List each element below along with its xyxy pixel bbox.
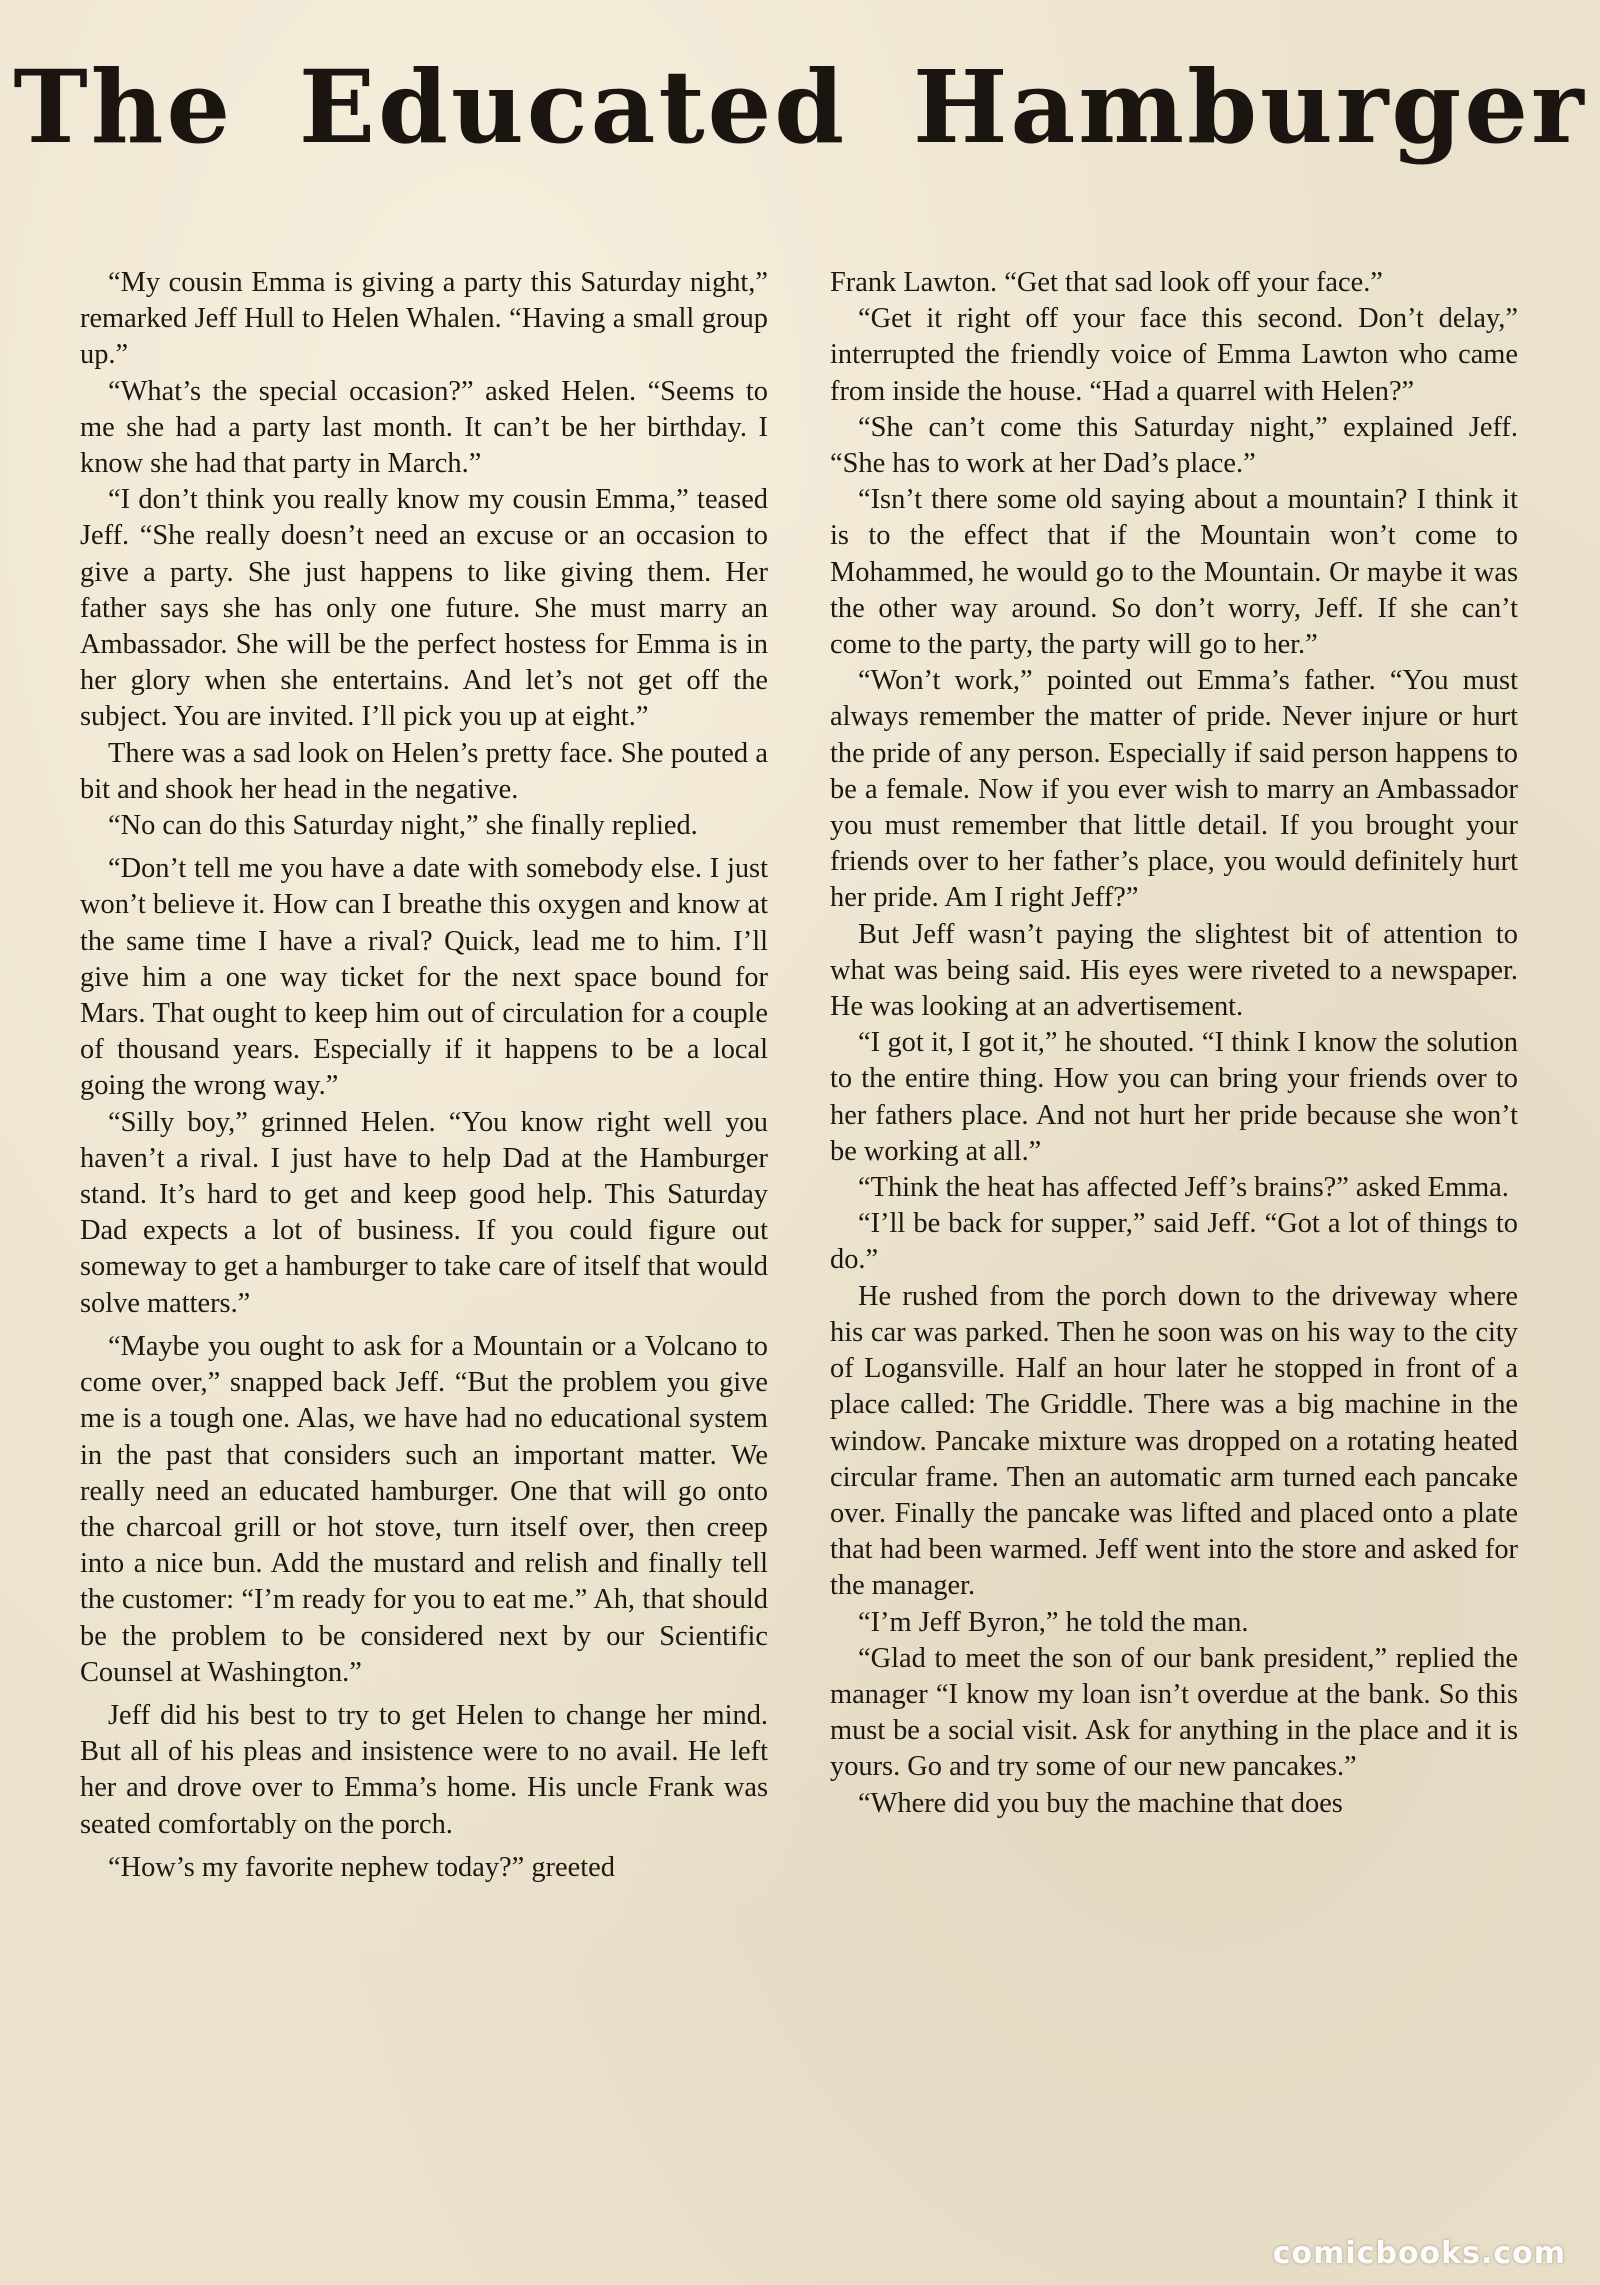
right-text-column [830,265,1518,1822]
paragraph: But Jeff wasn’t paying the slightest bit of attention to what was being said. His eyes were riveted to a newspaper. He was looking at an advertisement. [830,918,1518,1023]
paragraph: “I’m Jeff Byron,” he told the man. [858,1606,1249,1638]
paragraph: “Isn’t there some old saying about a mountain? I think it is to the effect that if the Mountain won’t come to Mohammed, he would go to the Mountain. Or maybe it was the other way around. So don’t worry, Jeff. If she can’t come to the party, the party will go to her.” [830,484,1518,661]
left-text-column [80,265,768,1886]
paragraph: “Get it right off your face this second. Don’t delay,” interrupted the friendly voice of Emma Lawton who came from inside the house. “Had a quarrel with Helen?” [830,303,1518,407]
paragraph: “I got it, I got it,” he shouted. “I think I know the solution to the entire thing. How you can bring your friends over to her fathers place. And not hurt her pride because she won’t be working at all.” [830,1027,1518,1167]
paragraph: “Don’t tell me you have a date with somebody else. I just won’t believe it. How can I breathe this oxygen and know at the same time I have a rival? Quick, lead me to him. I’ll give him a one way ticket for the next space bound for Mars. That ought to keep him out of circulation for a couple of thousand years. Especially if it happens to be a local going the wrong way.” [80,853,768,1102]
paragraph: “She can’t come this Saturday night,” explained Jeff. “She has to work at her Dad’s place.” [830,411,1518,480]
paragraph: “I’ll be back for supper,” said Jeff. “Got a lot of things to do.” [830,1208,1518,1276]
paragraph: “Won’t work,” pointed out Emma’s father. “You must always remember the matter of pride. Never injure or hurt the pride of any person. Especially if said person happens to be a female. Now if you ever wish to marry an Ambassador you must remember that little detail. If you brought your friends over to her father’s place, you would definitely hurt her pride. Am I right Jeff?” [830,665,1518,914]
paragraph: He rushed from the porch down to the driveway where his car was parked. Then he soon was on his way to the city of Logansville. Half an hour later he stopped in front of a place called: The Griddle. There was a big machine in the window. Pancake mixture was dropped on a rotating heated circular frame. Then an automatic arm turned each pancake over. Finally the pancake was lifted and placed onto a plate that had been warmed. Jeff went into the store and asked for the manager. [830,1280,1518,1602]
paragraph: “How’s my favorite nephew today?” greeted [108,1851,615,1883]
paragraph: “My cousin Emma is giving a party this Saturday night,” remarked Jeff Hull to Helen Whalen. “Having a small group up.” [80,267,768,371]
paragraph: “Silly boy,” grinned Helen. “You know right well you haven’t a rival. I just have to help Dad at the Hamburger stand. It’s hard to get and keep good help. This Saturday Dad expects a lot of business. If you could figure out someway to get a hamburger to take care of itself that would solve matters.” [80,1106,768,1319]
site-watermark: comicbooks.com [1272,2236,1566,2271]
paragraph: Jeff did his best to try to get Helen to change her mind. But all of his pleas and insistence were to no avail. He left her and drove over to Emma’s home. His uncle Frank was seated comfortably on the porch. [80,1699,768,1840]
paragraph: “What’s the special occasion?” asked Helen. “Seems to me she had a party last month. It can’t be her birthday. I know she had that party in March.” [80,375,768,480]
paragraph: “No can do this Saturday night,” she finally replied. [108,810,698,842]
paragraph: “Think the heat has affected Jeff’s brains?” asked Emma. [858,1172,1509,1204]
paragraph: There was a sad look on Helen’s pretty face. She pouted a bit and shook her head in the negative. [80,737,768,805]
paragraph: “Maybe you ought to ask for a Mountain or a Volcano to come over,” snapped back Jeff. “But the problem you give me is a tough one. Alas, we have had no educational system in the past that considers such an important matter. We really need an educated hamburger. One that will go onto the charcoal grill or hot stove, turn itself over, then creep into a nice bun. Add the mustard and relish and finally tell the customer: “I’m ready for you to eat me.” Ah, that should be the problem to be considered next by our Scientific Counsel at Washington.” [80,1330,768,1688]
story-title: The Educated Hamburger [13,48,1587,166]
paragraph-continued: Frank Lawton. “Get that sad look off your face.” [830,267,1383,298]
paragraph: “I don’t think you really know my cousin Emma,” teased Jeff. “She really doesn’t need an excuse or an occasion to give a party. She just happens to like giving them. Her father says she has only one future. She must marry an Ambassador. She will be the perfect hostess for Emma is in her glory when she entertains. And let’s not get off the subject. You are invited. I’ll pick you up at eight.” [80,484,768,733]
paragraph: “Glad to meet the son of our bank president,” replied the manager “I know my loan isn’t overdue at the bank. So this must be a social visit. Ask for anything in the place and it is yours. Go and try some of our new pancakes.” [830,1642,1518,1783]
paragraph: “Where did you buy the machine that does [858,1787,1343,1819]
